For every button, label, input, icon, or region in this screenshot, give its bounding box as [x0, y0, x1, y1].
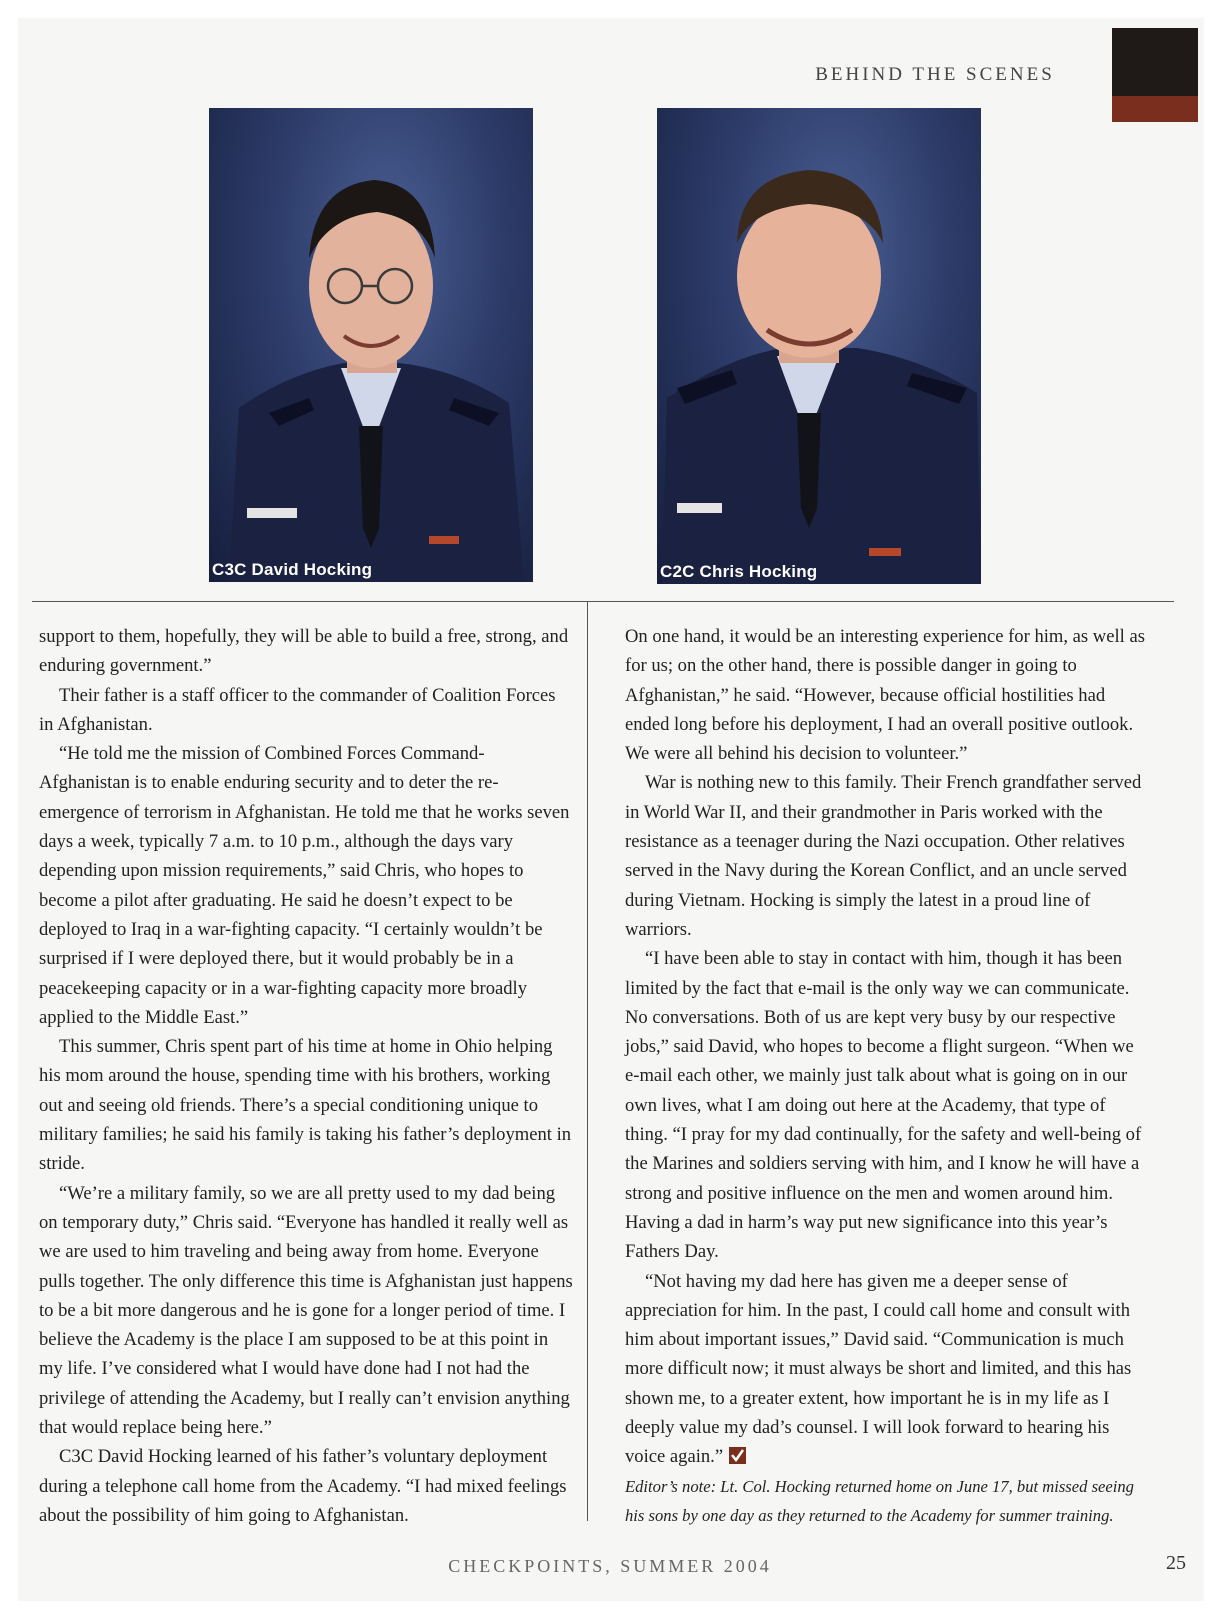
portrait-photo-chris	[657, 108, 981, 584]
corner-block-dark	[1112, 28, 1198, 96]
paragraph: “We’re a military family, so we are all pretty used to my dad being on temporary duty,” Chris said. “Everyone has handled it really well as we are used to him traveling and being away from home. Everyone pulls together. The only difference this time is Afghanistan just happens to be a bit more dangerous and he is gone for a longer period of time. I believe the Academy is the place I am supposed to be at this point in my life. I’ve considered what I would have done had I not had the privilege of attending the Academy, but I really can’t envision anything that would replace being here.”	[39, 1182, 573, 1439]
editors-note: Editor’s note: Lt. Col. Hocking returned home on June 17, but missed seeing his sons by one day as they returned to the Academy for summer training.	[625, 1476, 1134, 1525]
photo-caption-chris: C2C Chris Hocking	[660, 562, 818, 581]
article-column-right	[625, 622, 1145, 1530]
portrait-photo-david	[209, 108, 533, 582]
paragraph: This summer, Chris spent part of his time at home in Ohio helping his mom around the house, spending time with his brothers, working out and seeing old friends. There’s a special conditioning unique to military families; he said his family is taking his father’s deployment in stride.	[39, 1036, 572, 1175]
end-mark-check-icon	[729, 1447, 746, 1464]
corner-block-accent	[1112, 96, 1198, 122]
horizontal-rule	[32, 601, 1174, 602]
paragraph: “He told me the mission of Combined Forces Command-Afghanistan is to enable enduring security and to deter the re-emergence of terrorism in Afghanistan. He told me that he works seven days a week, typically 7 a.m. to 10 p.m., although the days vary depending upon mission requirements,” said Chris, who hopes to become a pilot after graduating. He said he doesn’t expect to be deployed to Iraq in a war-fighting capacity. “I certainly wouldn’t be surprised if I were deployed there, but it would probably be in a peacekeeping capacity or in a war-fighting capacity more broadly applied to the Middle East.”	[39, 743, 570, 1028]
paragraph-text: “Not having my dad here has given me a deeper sense of appreciation for him. In the past, I could call home and consult with him about important issues,” David said. “Communication is much more difficult now; it must always be short and limited, and this has shown me, to a greater extent, how important he is in my life as I deeply value my dad’s counsel. I will look forward to hearing his voice again.”	[625, 1270, 1132, 1468]
portrait-illustration	[657, 108, 981, 584]
paragraph: Their father is a staff officer to the commander of Coalition Forces in Afghanistan.	[39, 684, 556, 735]
column-divider	[587, 601, 588, 1521]
paragraph-closing	[625, 1267, 1145, 1472]
article-column-left	[39, 622, 574, 1530]
publication-footer: CHECKPOINTS, SUMMER 2004	[448, 1556, 772, 1576]
photo-caption-david: C3C David Hocking	[212, 560, 373, 579]
corner-color-block	[1112, 28, 1198, 122]
paragraph: War is nothing new to this family. Their French grandfather served in World War II, and their grandmother in Paris worked with the resistance as a teenager during the Nazi occupation. Other relatives served in the Navy during the Korean Conflict, and an uncle served during Vietnam. Hocking is simply the latest in a proud line of warriors.	[625, 772, 1142, 940]
paragraph: C3C David Hocking learned of his father’s voluntary deployment during a telephone call home from the Academy. “I had mixed feelings about the possibility of him going to Afghanistan.	[39, 1446, 567, 1526]
portrait-illustration	[209, 108, 533, 582]
section-label: BEHIND THE SCENES	[815, 64, 1055, 85]
paragraph: support to them, hopefully, they will be able to build a free, strong, and enduring government.”	[39, 626, 569, 677]
page-number: 25	[1166, 1552, 1186, 1574]
paragraph: “I have been able to stay in contact with him, though it has been limited by the fact that e-mail is the only way we can communicate. No conversations. Both of us are kept very busy by our respective jobs,” said David, who hopes to become a flight surgeon. “When we e-mail each other, we mainly just talk about what is going on in our own lives, what I am doing out here at the Academy, that type of thing. “I pray for my dad continually, for the safety and well-being of the Marines and soldiers serving with him, and I know he will have a strong and positive influence on the men and women around him. Having a dad in harm’s way put new significance into this year’s Fathers Day.	[625, 948, 1142, 1263]
paragraph: On one hand, it would be an interesting experience for him, as well as for us; on the other hand, there is possible danger in going to Afghanistan,” he said. “However, because official hostilities had ended long before his deployment, I had an overall positive outlook. We were all behind his decision to volunteer.”	[625, 626, 1145, 765]
